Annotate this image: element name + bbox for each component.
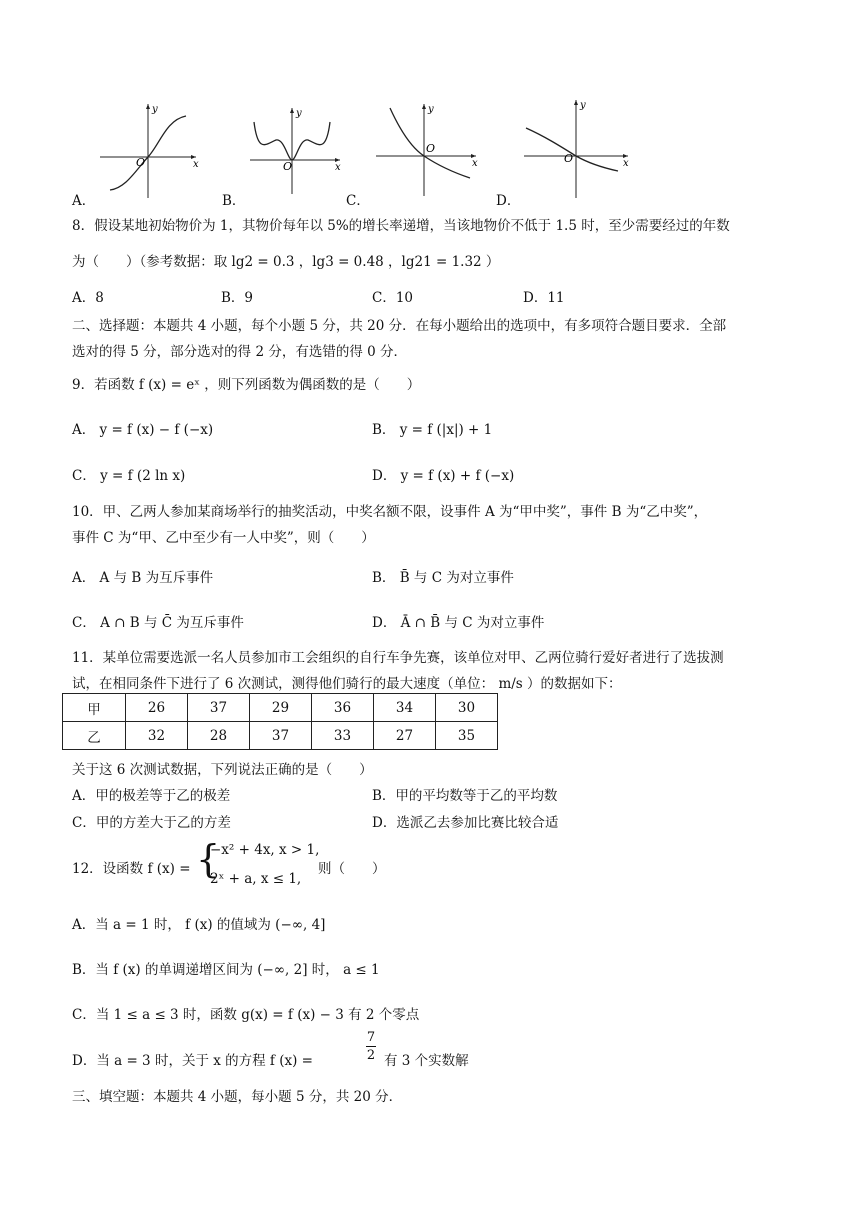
table-cell-name: 乙 bbox=[63, 722, 126, 750]
fraction-numerator: 7 bbox=[366, 1030, 376, 1045]
graph-c-y-label: y bbox=[428, 104, 434, 115]
graph-a-label: A． bbox=[72, 193, 96, 209]
q12-option-c: C．当 1 ≤ a ≤ 3 时，函数 g(x) = f (x) − 3 有 2 个零点 bbox=[72, 1007, 420, 1023]
q12-fraction bbox=[364, 1030, 378, 1063]
q8-option-c: C．10 bbox=[372, 290, 414, 306]
q12-option-d-post: 有 3 个实数解 bbox=[384, 1053, 469, 1069]
q11-speed-table bbox=[62, 693, 498, 750]
graph-b bbox=[246, 104, 346, 199]
q10-option-a: A． A 与 B 为互斥事件 bbox=[72, 570, 214, 586]
graph-c bbox=[372, 100, 482, 200]
q9-option-a: A． y = f (x) − f (−x) bbox=[72, 422, 214, 438]
graph-d-y-label: y bbox=[580, 100, 586, 111]
graph-c-origin: O bbox=[426, 142, 436, 155]
q12-option-b: B．当 f (x) 的单调递增区间为 (−∞, 2] 时， a ≤ 1 bbox=[72, 962, 380, 978]
table-cell: 26 bbox=[126, 694, 188, 722]
q11-option-d: D．选派乙去参加比赛比较合适 bbox=[372, 815, 559, 831]
section2-line1: 二、选择题：本题共 4 小题，每个小题 5 分，共 20 分．在每小题给出的选项中，有多项符合题目要求．全部 bbox=[72, 318, 727, 334]
q8-option-b: B．9 bbox=[221, 290, 254, 306]
q10-line1: 10．甲、乙两人参加某商场举行的抽奖活动，中奖名额不限，设事件 A 为“甲中奖”，事件 B 为“乙中奖”， bbox=[72, 504, 708, 520]
q12-case2: 2ˣ + a, x ≤ 1, bbox=[210, 871, 302, 887]
table-cell: 30 bbox=[436, 694, 498, 722]
q12-brace: { bbox=[196, 837, 221, 881]
table-cell: 34 bbox=[374, 694, 436, 722]
q12-prefix: 12．设函数 f (x) = bbox=[72, 861, 191, 877]
q8-line2: 为（ ）（参考数据：取 lg2 = 0.3 ，lg3 = 0.48 ，lg21 = 1.32 ） bbox=[72, 254, 500, 270]
graph-c-label: C． bbox=[346, 193, 370, 209]
table-cell: 37 bbox=[250, 722, 312, 750]
graph-b-y-label: y bbox=[296, 108, 302, 119]
section3-line1: 三、填空题：本题共 4 小题，每小题 5 分，共 20 分． bbox=[72, 1089, 403, 1105]
table-cell: 28 bbox=[188, 722, 250, 750]
section2-line2: 选对的得 5 分，部分选对的得 2 分，有选错的得 0 分． bbox=[72, 344, 408, 360]
graph-d bbox=[520, 96, 635, 202]
q10-option-c: C． A ∩ B 与 C̄ 为互斥事件 bbox=[72, 615, 244, 631]
q8-line1: 8．假设某地初始物价为 1，其物价每年以 5%的增长率递增，当该地物价不低于 1.5 时，至少需要经过的年数 bbox=[72, 218, 730, 234]
graph-d-label: D． bbox=[496, 193, 521, 209]
graph-a bbox=[96, 100, 206, 200]
table-cell: 36 bbox=[312, 694, 374, 722]
q9-option-d: D． y = f (x) + f (−x) bbox=[372, 468, 515, 484]
q11-line1: 11．某单位需要选派一名人员参加市工会组织的自行车争先赛，该单位对甲、乙两位骑行爱好者进行了选拔测 bbox=[72, 650, 724, 666]
q11-option-b: B．甲的平均数等于乙的平均数 bbox=[372, 788, 558, 804]
table-cell: 37 bbox=[188, 694, 250, 722]
q11-option-a: A．甲的极差等于乙的极差 bbox=[72, 788, 231, 804]
graph-d-origin: O bbox=[564, 152, 574, 165]
q11-after: 关于这 6 次测试数据，下列说法正确的是（ ） bbox=[72, 762, 373, 778]
table-row bbox=[63, 722, 498, 750]
q11-line2: 试，在相同条件下进行了 6 次测试，测得他们骑行的最大速度（单位： m/s ）的数据如下： bbox=[72, 676, 622, 692]
graph-d-x-label: x bbox=[623, 158, 629, 169]
q12-option-a: A．当 a = 1 时， f (x) 的值域为 (−∞, 4] bbox=[72, 917, 326, 933]
q8-option-d: D．11 bbox=[523, 290, 565, 306]
graph-b-x-label: x bbox=[335, 162, 341, 173]
q10-option-d: D． Ā ∩ B̄ 与 C 为对立事件 bbox=[372, 615, 545, 631]
table-cell: 29 bbox=[250, 694, 312, 722]
graph-a-x-label: x bbox=[193, 159, 199, 170]
q12-suffix: 则（ ） bbox=[318, 861, 386, 877]
fraction-denominator: 2 bbox=[366, 1048, 376, 1063]
q10-option-b: B． B̄ 与 C 为对立事件 bbox=[372, 570, 514, 586]
table-cell: 27 bbox=[374, 722, 436, 750]
graph-c-x-label: x bbox=[472, 158, 478, 169]
q12-case1: −x² + 4x, x > 1, bbox=[210, 842, 320, 858]
table-cell-name: 甲 bbox=[63, 694, 126, 722]
q10-line2: 事件 C 为“甲、乙中至少有一人中奖”，则（ ） bbox=[72, 530, 375, 546]
table-cell: 33 bbox=[312, 722, 374, 750]
q8-option-a: A．8 bbox=[72, 290, 104, 306]
q9-option-b: B． y = f (|x|) + 1 bbox=[372, 422, 493, 438]
q11-option-c: C．甲的方差大于乙的方差 bbox=[72, 815, 231, 831]
graph-b-label: B． bbox=[222, 193, 246, 209]
graph-a-origin: O bbox=[136, 156, 146, 169]
table-cell: 32 bbox=[126, 722, 188, 750]
graph-a-y-label: y bbox=[152, 104, 158, 115]
q9-stem: 9．若函数 f (x) = eˣ ，则下列函数为偶函数的是（ ） bbox=[72, 377, 421, 393]
table-row bbox=[63, 694, 498, 722]
graph-b-origin: O bbox=[283, 160, 293, 173]
table-cell: 35 bbox=[436, 722, 498, 750]
q9-option-c: C． y = f (2 ln x) bbox=[72, 468, 186, 484]
q12-option-d-pre: D．当 a = 3 时，关于 x 的方程 f (x) = bbox=[72, 1053, 313, 1069]
